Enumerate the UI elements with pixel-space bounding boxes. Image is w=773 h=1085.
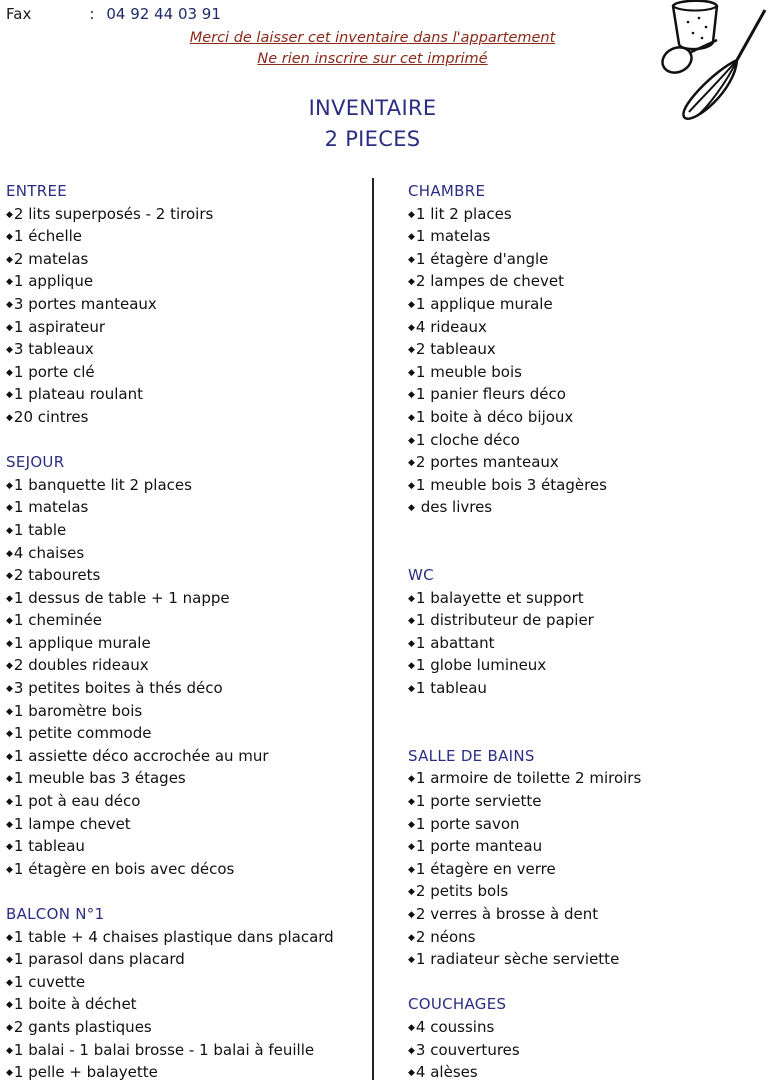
list-item	[408, 632, 768, 655]
bullet-icon: ◆	[408, 661, 415, 672]
list-item	[408, 1016, 768, 1039]
section-spacer	[408, 971, 768, 994]
item-text: 1 meuble bois	[415, 362, 522, 381]
item-list	[408, 1016, 768, 1084]
page-title: INVENTAIRE	[308, 96, 437, 120]
section-spacer	[6, 880, 366, 903]
item-text: 20 cintres	[13, 407, 89, 426]
section-salle-de-bains	[408, 745, 768, 971]
bullet-icon: ◆	[6, 1000, 13, 1011]
fax-colon: :	[89, 5, 95, 23]
section-couchages	[408, 993, 768, 1083]
bullet-icon: ◆	[6, 1045, 13, 1056]
item-list	[408, 203, 768, 519]
item-text: 2 lampes de chevet	[415, 272, 565, 291]
item-text: 1 distributeur de papier	[415, 611, 594, 630]
item-text: 1 table + 4 chaises plastique dans placard	[13, 927, 334, 946]
item-text: 1 échelle	[13, 227, 83, 246]
item-text: 2 verres à brosse à dent	[415, 905, 599, 923]
bullet-icon: ◆	[408, 887, 415, 898]
item-text: 1 abattant	[415, 633, 495, 652]
section-chambre	[408, 180, 768, 519]
item-list	[6, 926, 366, 1084]
bullet-icon: ◆	[6, 209, 13, 220]
bullet-icon: ◆	[408, 774, 415, 785]
bullet-icon: ◆	[6, 525, 13, 536]
list-item	[6, 790, 366, 813]
left-column	[6, 180, 366, 1084]
list-item	[6, 361, 366, 384]
list-item	[6, 858, 366, 881]
list-item	[6, 338, 366, 361]
section-sejour	[6, 451, 366, 880]
kitchen-utensils-icon	[655, 0, 773, 125]
item-text: 2 lits superposés - 2 tiroirs	[13, 204, 214, 223]
list-item	[408, 338, 768, 361]
right-column	[408, 180, 768, 1084]
section-heading: BALCON N°1	[6, 905, 105, 923]
list-item	[6, 745, 366, 768]
bullet-icon: ◆	[6, 1022, 13, 1033]
item-text: 2 doubles rideaux	[13, 656, 149, 675]
bullet-icon: ◆	[6, 277, 13, 288]
bullet-icon: ◆	[408, 503, 415, 514]
item-text: 1 plateau roulant	[13, 385, 143, 404]
list-item	[6, 248, 366, 271]
list-item	[408, 1061, 768, 1084]
section-spacer	[6, 429, 366, 452]
bullet-icon: ◆	[408, 322, 415, 333]
notice-leave-inventory: Merci de laisser cet inventaire dans l'appartement	[189, 30, 556, 46]
item-text: 1 tableau	[13, 837, 85, 856]
list-item	[6, 496, 366, 519]
item-text: 1 panier fleurs déco	[415, 385, 566, 404]
list-item	[6, 700, 366, 723]
item-text: 4 coussins	[415, 1017, 495, 1036]
list-item	[408, 948, 768, 971]
item-text: 1 porte serviette	[415, 792, 542, 811]
list-item	[6, 993, 366, 1016]
item-text: 4 rideaux	[415, 317, 487, 336]
bullet-icon: ◆	[6, 955, 13, 966]
bullet-icon: ◆	[6, 661, 13, 672]
bullet-icon: ◆	[408, 684, 415, 695]
notice-do-not-write: Ne rien inscrire sur cet imprimé	[257, 51, 488, 67]
bullet-icon: ◆	[408, 1068, 415, 1079]
bullet-icon: ◆	[6, 864, 13, 875]
list-item	[408, 767, 768, 790]
item-text: 1 lit 2 places	[415, 204, 512, 223]
item-text: 2 tableaux	[415, 340, 496, 359]
item-text: 1 baromètre bois	[13, 701, 143, 720]
list-item	[408, 813, 768, 836]
bullet-icon: ◆	[6, 932, 13, 943]
item-text: des livres	[415, 498, 493, 517]
list-item	[408, 1039, 768, 1062]
item-text: 1 balayette et support	[415, 588, 584, 607]
item-text: 1 cheminée	[13, 611, 102, 630]
list-item	[408, 383, 768, 406]
item-text: 1 petite commode	[13, 724, 152, 743]
list-item	[6, 474, 366, 497]
bullet-icon: ◆	[6, 774, 13, 785]
bullet-icon: ◆	[408, 819, 415, 830]
item-text: 2 gants plastiques	[13, 1017, 152, 1036]
bullet-icon: ◆	[408, 367, 415, 378]
item-text: 2 tabourets	[13, 566, 101, 585]
bullet-icon: ◆	[408, 390, 415, 401]
bullet-icon: ◆	[6, 842, 13, 853]
item-text: 1 boite à déchet	[13, 995, 137, 1014]
section-heading: CHAMBRE	[408, 182, 486, 200]
item-text: 1 dessus de table + 1 nappe	[13, 588, 230, 607]
bullet-icon: ◆	[6, 977, 13, 988]
item-text: 1 assiette déco accrochée au mur	[13, 746, 269, 765]
list-item	[6, 813, 366, 836]
bullet-icon: ◆	[408, 593, 415, 604]
bullet-icon: ◆	[6, 367, 13, 378]
list-item	[6, 542, 366, 565]
bullet-icon: ◆	[408, 910, 415, 920]
item-text: 2 néons	[415, 927, 476, 946]
list-item	[408, 203, 768, 226]
list-item	[6, 632, 366, 655]
item-text: 1 porte savon	[415, 814, 520, 833]
bullet-icon: ◆	[6, 299, 13, 310]
list-item	[6, 677, 366, 700]
item-text: 2 petits bols	[415, 882, 509, 901]
list-item	[408, 270, 768, 293]
list-item	[408, 858, 768, 881]
bullet-icon: ◆	[6, 254, 13, 265]
item-text: 1 matelas	[13, 498, 89, 517]
list-item	[6, 587, 366, 610]
list-item	[408, 835, 768, 858]
item-text: 1 balai - 1 balai brosse - 1 balai à feuille	[13, 1040, 315, 1059]
item-text: 1 applique murale	[415, 294, 553, 313]
list-item	[408, 316, 768, 339]
list-item	[6, 926, 366, 949]
bullet-icon: ◆	[6, 751, 13, 762]
item-text: 1 parasol dans placard	[13, 950, 185, 969]
list-item	[6, 270, 366, 293]
section-spacer	[408, 700, 768, 745]
section-heading: COUCHAGES	[408, 995, 507, 1014]
list-item	[6, 406, 366, 429]
item-text: 3 tableaux	[13, 340, 94, 359]
bullet-icon: ◆	[408, 638, 415, 649]
bullet-icon: ◆	[408, 458, 415, 469]
section-spacer	[408, 519, 768, 564]
item-text: 1 cloche déco	[415, 430, 520, 449]
item-text: 4 chaises	[13, 543, 85, 562]
bullet-icon: ◆	[408, 616, 415, 627]
item-list	[6, 474, 366, 881]
item-text: 1 radiateur sèche serviette	[415, 950, 620, 969]
item-text: 1 banquette lit 2 places	[13, 475, 192, 494]
item-text: 3 petites boites à thés déco	[13, 679, 223, 698]
bullet-icon: ◆	[408, 955, 415, 966]
bullet-icon: ◆	[6, 548, 13, 559]
bullet-icon: ◆	[6, 412, 13, 423]
list-item	[6, 971, 366, 994]
item-text: 1 pot à eau déco	[13, 792, 141, 811]
list-item	[6, 1039, 366, 1062]
column-divider	[372, 178, 374, 1080]
item-text: 1 étagère d'angle	[415, 249, 549, 268]
list-item	[6, 203, 366, 226]
section-heading: SALLE DE BAINS	[408, 746, 535, 765]
bullet-icon: ◆	[408, 797, 415, 808]
bullet-icon: ◆	[408, 209, 415, 220]
list-item	[6, 722, 366, 745]
list-item	[6, 383, 366, 406]
section-wc	[408, 564, 768, 700]
list-item	[408, 474, 768, 497]
item-text: 1 globe lumineux	[415, 656, 547, 675]
list-item	[6, 293, 366, 316]
list-item	[408, 609, 768, 632]
bullet-icon: ◆	[408, 1045, 415, 1056]
bullet-icon: ◆	[6, 593, 13, 604]
item-text: 3 portes manteaux	[13, 294, 157, 313]
item-text: 1 porte manteau	[415, 837, 543, 856]
item-text: 1 armoire de toilette 2 miroirs	[415, 769, 642, 788]
item-list	[408, 767, 768, 970]
list-item	[408, 903, 768, 926]
item-text: 1 cuvette	[13, 972, 86, 991]
bullet-icon: ◆	[6, 616, 13, 627]
bullet-icon: ◆	[6, 819, 13, 830]
item-text: 3 couvertures	[415, 1040, 520, 1059]
bullet-icon: ◆	[6, 1068, 13, 1079]
list-item	[408, 451, 768, 474]
item-text: 1 aspirateur	[13, 317, 106, 336]
bullet-icon: ◆	[408, 932, 415, 943]
bullet-icon: ◆	[408, 254, 415, 265]
bullet-icon: ◆	[6, 684, 13, 695]
page-subtitle: 2 PIECES	[324, 127, 421, 151]
item-list	[6, 203, 366, 429]
item-text: 4 alèses	[415, 1063, 478, 1082]
item-text: 1 étagère en verre	[415, 859, 556, 878]
bullet-icon: ◆	[408, 842, 415, 853]
list-item	[408, 406, 768, 429]
bullet-icon: ◆	[408, 232, 415, 243]
list-item	[408, 293, 768, 316]
item-text: 2 matelas	[13, 249, 89, 268]
list-item	[408, 677, 768, 700]
bullet-icon: ◆	[408, 412, 415, 423]
list-item	[408, 587, 768, 610]
item-text: 1 pelle + balayette	[13, 1063, 158, 1082]
bullet-icon: ◆	[6, 797, 13, 808]
list-item	[6, 835, 366, 858]
bullet-icon: ◆	[408, 277, 415, 288]
bullet-icon: ◆	[408, 480, 415, 491]
bullet-icon: ◆	[408, 864, 415, 875]
bullet-icon: ◆	[6, 706, 13, 717]
item-text: 1 table	[13, 520, 67, 539]
bullet-icon: ◆	[6, 345, 13, 356]
bullet-icon: ◆	[408, 345, 415, 356]
section-balcon-n-1	[6, 903, 366, 1084]
list-item	[6, 316, 366, 339]
bullet-icon: ◆	[6, 729, 13, 740]
list-item	[408, 429, 768, 452]
item-text: 1 meuble bas 3 étages	[13, 769, 186, 788]
fax-line	[6, 5, 221, 23]
list-item	[408, 880, 768, 903]
bullet-icon: ◆	[6, 232, 13, 243]
list-item	[408, 248, 768, 271]
bullet-icon: ◆	[6, 322, 13, 333]
bullet-icon: ◆	[408, 435, 415, 446]
list-item	[6, 609, 366, 632]
item-text: 1 matelas	[415, 227, 491, 246]
section-heading: WC	[408, 566, 434, 585]
list-item	[408, 790, 768, 813]
list-item	[6, 564, 366, 587]
bullet-icon: ◆	[6, 390, 13, 401]
list-item	[6, 767, 366, 790]
list-item	[6, 1016, 366, 1039]
section-heading: SEJOUR	[6, 453, 65, 472]
item-text: 1 porte clé	[13, 362, 95, 381]
section-entree	[6, 180, 366, 429]
item-text: 1 étagère en bois avec décos	[13, 859, 235, 878]
list-item	[408, 926, 768, 949]
bullet-icon: ◆	[6, 571, 13, 582]
item-text: 1 applique murale	[13, 633, 151, 652]
item-text: 1 applique	[13, 272, 94, 291]
list-item	[408, 361, 768, 384]
list-item	[408, 496, 768, 519]
bullet-icon: ◆	[6, 503, 13, 514]
bullet-icon: ◆	[6, 480, 13, 491]
fax-number: 04 92 44 03 91	[106, 5, 221, 23]
bullet-icon: ◆	[408, 1022, 415, 1033]
list-item	[6, 519, 366, 542]
fax-label: Fax	[6, 5, 32, 23]
item-text: 1 meuble bois 3 étagères	[415, 475, 607, 494]
item-text: 2 portes manteaux	[415, 453, 559, 472]
list-item	[6, 1061, 366, 1084]
list-item	[6, 225, 366, 248]
list-item	[6, 654, 366, 677]
item-text: 1 boite à déco bijoux	[415, 407, 574, 426]
section-heading: ENTREE	[6, 182, 68, 200]
list-item	[408, 225, 768, 248]
bullet-icon: ◆	[6, 638, 13, 649]
bullet-icon: ◆	[408, 299, 415, 310]
list-item	[6, 948, 366, 971]
item-text: 1 lampe chevet	[13, 814, 131, 833]
item-text: 1 tableau	[415, 679, 487, 698]
list-item	[408, 654, 768, 677]
item-list	[408, 587, 768, 700]
